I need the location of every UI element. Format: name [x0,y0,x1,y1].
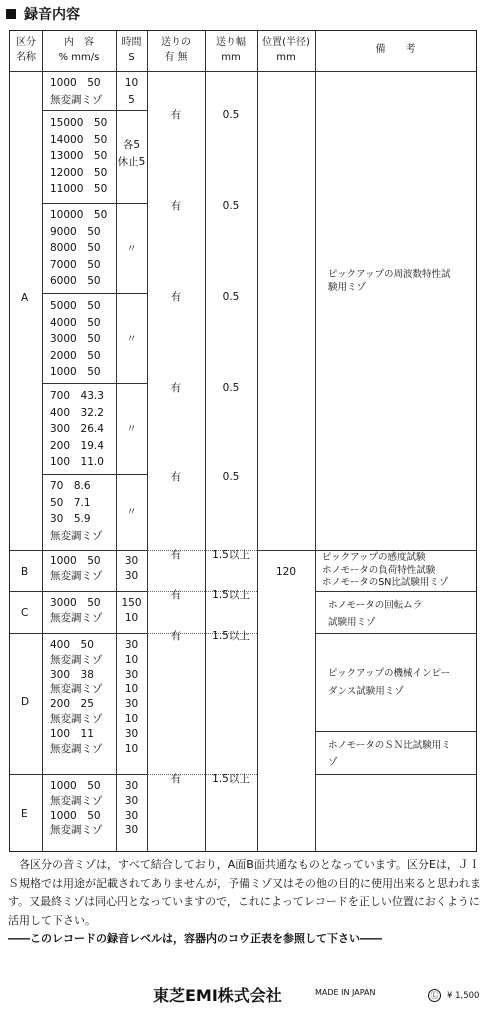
company-name: 東芝EMI株式会社 [153,986,282,1005]
footer-notes [8,856,488,949]
header-jikan: 時間 S [121,37,142,63]
price [428,989,479,1002]
e-content: 1000 50 無変調ミゾ 1000 50 無変調ミゾ [50,780,103,837]
header-naiyou: 内 容 % mm/s [58,37,100,63]
header-okuri: 送りの 有 無 [161,37,191,63]
price-mark-icon: Ⓛ [428,989,441,1002]
remark-d2: ホノモータのＳＮ比試験用ミ ゾ [328,740,451,768]
feed-b: 有 [170,589,182,601]
feed-a3: 有 [170,291,182,303]
b-time: 30 30 [124,555,139,582]
pitch-a3: 0.5 [222,291,240,303]
group-name-a: A [21,292,29,304]
square-bullet-icon [6,9,16,19]
pitch-d: 1.5以上 [212,773,250,785]
a-block-5-time: 〃 [126,423,137,435]
group-name-d: D [21,696,30,708]
c-time: 150 10 [121,597,142,624]
pitch-c: 1.5以上 [212,630,250,642]
feed-a4: 有 [170,382,182,394]
section-heading [6,4,80,24]
b-content: 1000 50 無変調ミゾ [50,555,103,582]
pitch-a4: 0.5 [222,382,240,394]
a-block-1-time: 10 5 [124,77,139,106]
pitch-b: 1.5以上 [212,589,250,601]
level-notice: ――このレコードの録音レベルは，容器内のコウ正表を参照して下さい―― [8,932,382,945]
pitch-a1: 0.5 [222,109,240,121]
remark-b: ピックアップの感度試験 ホノモータの負荷特性試験 ホノモータのSN比試験用ミゾ [322,552,449,588]
feed-a6: 有 [170,549,182,561]
a-block-3-time: 〃 [126,243,137,255]
b-position: 120 [275,566,297,578]
group-name-b: B [21,566,29,578]
feed-a5: 有 [170,471,182,483]
header-ichi: 位置(半径) mm [262,37,310,63]
remark-a: ピックアップの周波数特性試 験用ミゾ [328,269,451,293]
d-content: 400 50 無変調ミゾ 300 38 無変調ミゾ 200 25 無変調ミゾ 100 11 無変調ミゾ [50,639,103,755]
feed-d: 有 [170,773,182,785]
pitch-a5: 0.5 [222,471,240,483]
a-block-6-content: 70 8.6 50 7.1 30 5.9 無変調ミゾ [50,480,103,542]
feed-a2: 有 [170,200,182,212]
header-kubun: 区分 名称 [16,37,36,63]
a-block-2-time: 各5 休止5 [117,139,146,168]
d-time: 30 10 30 10 30 10 30 10 [124,639,139,755]
section-title: 録音内容 [24,7,80,23]
a-block-3-content: 10000 50 9000 50 8000 50 7000 50 6000 50 [50,209,108,287]
a-block-2-content: 15000 50 14000 50 13000 50 12000 50 11000 50 [50,117,108,195]
feed-c: 有 [170,630,182,642]
group-name-c: C [21,607,29,619]
feed-a1: 有 [170,109,182,121]
usage-note: 各区分の音ミゾは，すべて結合しており，A面B面共通なものとなっています。区分Eは，ＪＩＳ規格では用途が記載されてありませんが，予備ミゾ又はその他の目的に使用出来ると思われます。又最終ミゾは同心円となっていますので，これによってレコードを正しい位置におくように活用して下さい。 [8,858,481,927]
price-value: ¥ 1,500 [447,991,480,1001]
a-block-6-time: 〃 [126,506,137,518]
e-time: 30 30 30 30 [124,780,139,837]
a-block-4-content: 5000 50 4000 50 3000 50 2000 50 1000 50 [50,300,101,378]
made-in-japan: MADE IN JAPAN [315,988,376,997]
remark-c: ホノモータの回転ムラ 試験用ミゾ [328,600,423,628]
c-content: 3000 50 無変調ミゾ [50,597,103,624]
a-block-5-content: 700 43.3 400 32.2 300 26.4 200 19.4 100 11.0 [50,390,104,468]
recording-table [9,30,477,852]
a-block-4-time: 〃 [126,333,137,345]
pitch-a6: 1.5以上 [212,549,250,561]
header-okuri-haba: 送り幅 mm [216,37,246,63]
header-bikou: 備 考 [375,44,416,55]
group-name-e: E [21,808,28,820]
remark-d1: ピックアップの機械インピー ダンス試験用ミゾ [328,668,451,697]
a-block-1-content: 1000 50 無変調ミゾ [50,77,103,106]
pitch-a2: 0.5 [222,200,240,212]
